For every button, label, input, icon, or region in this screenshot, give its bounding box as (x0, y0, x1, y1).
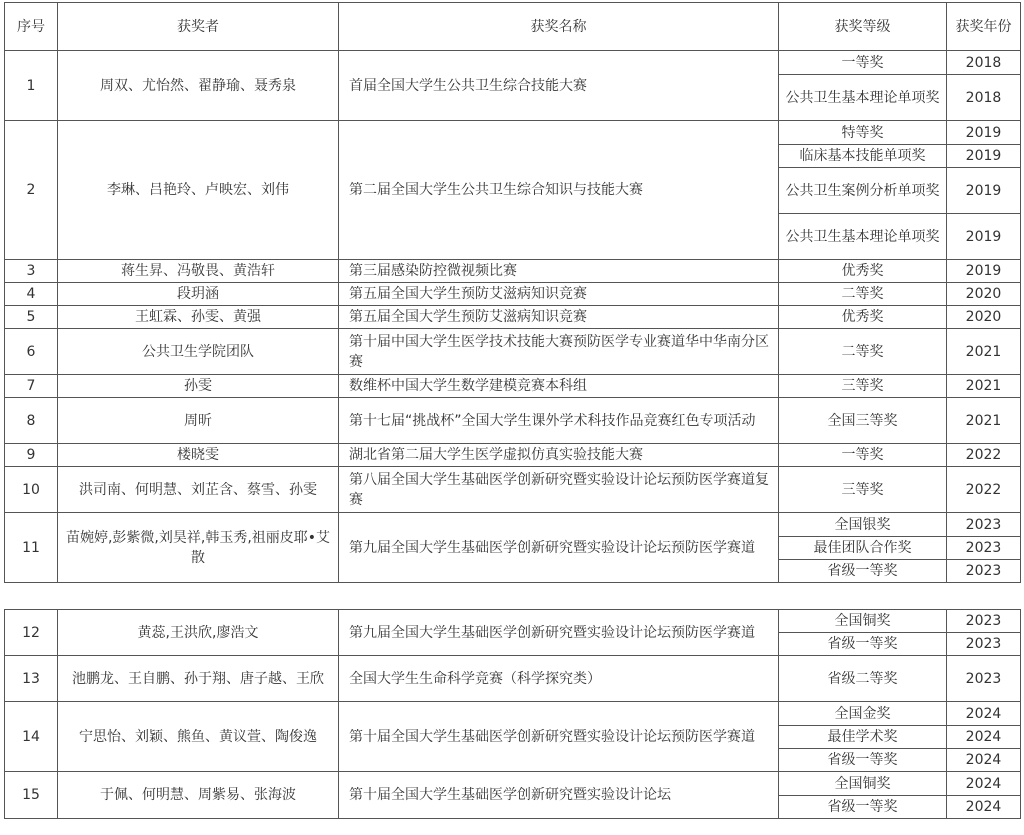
row-award-name: 湖北省第二届大学生医学虚拟仿真实验技能大赛 (339, 444, 779, 467)
row-award-level: 省级二等奖 (779, 656, 947, 702)
table-row (5, 772, 1021, 796)
row-seq: 15 (5, 772, 58, 819)
table-page-gap (4, 597, 1020, 609)
row-award-name: 第二届全国大学生公共卫生综合知识与技能大赛 (339, 121, 779, 260)
row-winners: 王虹霖、孙雯、黄强 (58, 306, 339, 329)
row-award-year: 2020 (947, 283, 1021, 306)
row-award-level: 三等奖 (779, 467, 947, 513)
table-row (5, 51, 1021, 75)
table-row (5, 467, 1021, 513)
row-seq: 5 (5, 306, 58, 329)
header-award-name: 获奖名称 (339, 3, 779, 51)
row-award-level: 全国金奖 (779, 702, 947, 726)
row-award-year: 2020 (947, 306, 1021, 329)
row-winners: 洪司南、何明慧、刘芷含、蔡雪、孙雯 (58, 467, 339, 513)
header-award-year: 获奖年份 (947, 3, 1021, 51)
row-award-name: 第五届全国大学生预防艾滋病知识竞赛 (339, 306, 779, 329)
row-award-year: 2024 (947, 702, 1021, 726)
row-award-year: 2019 (947, 145, 1021, 168)
row-seq: 2 (5, 121, 58, 260)
awards-table-part2 (4, 609, 1021, 819)
row-seq: 7 (5, 375, 58, 398)
row-award-name: 首届全国大学生公共卫生综合技能大赛 (339, 51, 779, 121)
row-seq: 9 (5, 444, 58, 467)
row-award-level: 全国铜奖 (779, 610, 947, 633)
row-award-level: 最佳学术奖 (779, 726, 947, 749)
row-winners: 李琳、吕艳玲、卢映宏、刘伟 (58, 121, 339, 260)
row-winners: 于佩、何明慧、周紫易、张海波 (58, 772, 339, 819)
row-award-level: 特等奖 (779, 121, 947, 145)
row-award-level: 全国三等奖 (779, 398, 947, 444)
row-award-year: 2019 (947, 121, 1021, 145)
row-winners: 宁思怡、刘颖、熊鱼、黄议萱、陶俊逸 (58, 702, 339, 772)
row-award-year: 2021 (947, 375, 1021, 398)
row-award-year: 2023 (947, 610, 1021, 633)
row-seq: 6 (5, 329, 58, 375)
row-seq: 1 (5, 51, 58, 121)
table-row (5, 513, 1021, 537)
row-seq: 4 (5, 283, 58, 306)
row-seq: 11 (5, 513, 58, 583)
header-row (5, 3, 1021, 51)
row-award-year: 2023 (947, 633, 1021, 656)
row-winners: 池鹏龙、王自鹏、孙于翔、唐子越、王欣 (58, 656, 339, 702)
row-award-level: 全国银奖 (779, 513, 947, 537)
row-award-level: 公共卫生基本理论单项奖 (779, 214, 947, 260)
row-award-year: 2024 (947, 726, 1021, 749)
row-winners: 孙雯 (58, 375, 339, 398)
row-winners: 楼晓雯 (58, 444, 339, 467)
row-award-level: 优秀奖 (779, 260, 947, 283)
row-award-year: 2019 (947, 168, 1021, 214)
row-award-year: 2024 (947, 772, 1021, 796)
row-award-name: 第十届全国大学生基础医学创新研究暨实验设计论坛预防医学赛道 (339, 702, 779, 772)
row-award-year: 2022 (947, 444, 1021, 467)
row-winners: 公共卫生学院团队 (58, 329, 339, 375)
table-row (5, 329, 1021, 375)
row-award-level: 二等奖 (779, 329, 947, 375)
row-award-name: 第九届全国大学生基础医学创新研究暨实验设计论坛预防医学赛道 (339, 513, 779, 583)
table-row (5, 283, 1021, 306)
row-award-name: 数维杯中国大学生数学建模竞赛本科组 (339, 375, 779, 398)
row-seq: 8 (5, 398, 58, 444)
row-award-level: 二等奖 (779, 283, 947, 306)
row-award-level: 省级一等奖 (779, 560, 947, 583)
row-winners: 苗婉婷,彭紫微,刘昊祥,韩玉秀,祖丽皮耶•艾散 (58, 513, 339, 583)
row-award-year: 2023 (947, 513, 1021, 537)
table-row (5, 656, 1021, 702)
row-award-name: 第八届全国大学生基础医学创新研究暨实验设计论坛预防医学赛道复赛 (339, 467, 779, 513)
header-award-level: 获奖等级 (779, 3, 947, 51)
table-row (5, 702, 1021, 726)
row-award-year: 2021 (947, 398, 1021, 444)
row-award-level: 三等奖 (779, 375, 947, 398)
awards-table-part1 (4, 2, 1021, 583)
row-winners: 蒋生昇、冯敬畏、黄浩轩 (58, 260, 339, 283)
row-award-name: 全国大学生生命科学竞赛（科学探究类） (339, 656, 779, 702)
table-row (5, 610, 1021, 633)
row-seq: 14 (5, 702, 58, 772)
row-award-year: 2018 (947, 75, 1021, 121)
table-row (5, 398, 1021, 444)
row-award-year: 2022 (947, 467, 1021, 513)
row-award-year: 2021 (947, 329, 1021, 375)
row-award-year: 2024 (947, 796, 1021, 819)
row-seq: 10 (5, 467, 58, 513)
table-row (5, 375, 1021, 398)
row-award-level: 一等奖 (779, 444, 947, 467)
row-seq: 3 (5, 260, 58, 283)
row-award-level: 省级一等奖 (779, 633, 947, 656)
row-winners: 周双、尤怡然、翟静瑜、聂秀泉 (58, 51, 339, 121)
row-award-name: 第十届中国大学生医学技术技能大赛预防医学专业赛道华中华南分区赛 (339, 329, 779, 375)
row-winners: 周昕 (58, 398, 339, 444)
table-row (5, 444, 1021, 467)
row-award-name: 第三届感染防控微视频比赛 (339, 260, 779, 283)
row-award-level: 一等奖 (779, 51, 947, 75)
row-award-level: 优秀奖 (779, 306, 947, 329)
row-award-year: 2023 (947, 537, 1021, 560)
header-seq: 序号 (5, 3, 58, 51)
row-award-name: 第十届全国大学生基础医学创新研究暨实验设计论坛 (339, 772, 779, 819)
row-award-year: 2019 (947, 260, 1021, 283)
row-award-level: 临床基本技能单项奖 (779, 145, 947, 168)
row-award-year: 2024 (947, 749, 1021, 772)
row-winners: 黄蕊,王洪欣,廖浩文 (58, 610, 339, 656)
row-award-year: 2023 (947, 560, 1021, 583)
row-winners: 段玥涵 (58, 283, 339, 306)
row-award-level: 公共卫生案例分析单项奖 (779, 168, 947, 214)
row-award-name: 第十七届“挑战杯”全国大学生课外学术科技作品竞赛红色专项活动 (339, 398, 779, 444)
row-award-year: 2018 (947, 51, 1021, 75)
row-seq: 12 (5, 610, 58, 656)
row-award-year: 2019 (947, 214, 1021, 260)
row-award-level: 最佳团队合作奖 (779, 537, 947, 560)
header-winners: 获奖者 (58, 3, 339, 51)
table-row (5, 121, 1021, 145)
table-row (5, 306, 1021, 329)
row-seq: 13 (5, 656, 58, 702)
row-award-level: 全国铜奖 (779, 772, 947, 796)
row-award-name: 第五届全国大学生预防艾滋病知识竞赛 (339, 283, 779, 306)
row-award-year: 2023 (947, 656, 1021, 702)
row-award-name: 第九届全国大学生基础医学创新研究暨实验设计论坛预防医学赛道 (339, 610, 779, 656)
table-row (5, 260, 1021, 283)
row-award-level: 公共卫生基本理论单项奖 (779, 75, 947, 121)
row-award-level: 省级一等奖 (779, 749, 947, 772)
row-award-level: 省级一等奖 (779, 796, 947, 819)
